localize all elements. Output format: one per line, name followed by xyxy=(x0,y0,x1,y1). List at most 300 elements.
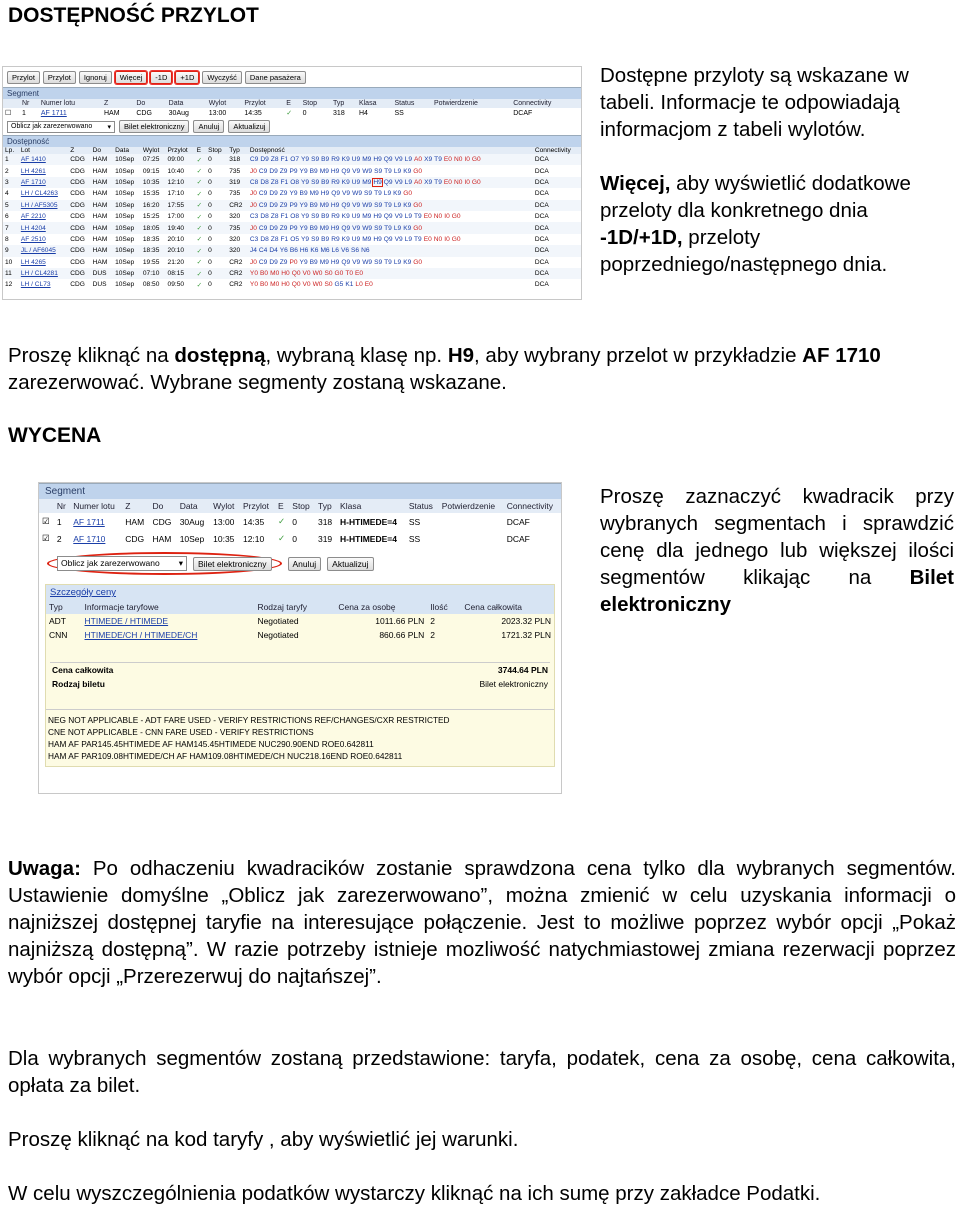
booking-class[interactable]: S6 xyxy=(351,247,360,255)
taxes-paragraph: W celu wyszczególnienia podatków wystarczy kliknąć na ich sumę przy zakładce Podatki. xyxy=(8,1182,821,1205)
booking-class[interactable]: V9 xyxy=(394,178,403,186)
availability-cell: CDG xyxy=(70,258,85,266)
cancel-button-2[interactable]: Anuluj xyxy=(288,557,322,571)
segment-col-header: Stop xyxy=(301,99,331,108)
booking-class: G0 xyxy=(413,167,423,175)
booking-class[interactable]: D4 xyxy=(269,247,278,255)
booking-class[interactable]: C9 xyxy=(258,201,268,209)
booking-class[interactable]: T9 xyxy=(384,201,392,209)
availability-row xyxy=(3,234,581,245)
booking-class[interactable]: H6 xyxy=(299,247,309,255)
availability-cell: CDG xyxy=(70,235,85,243)
booking-class[interactable]: H9 xyxy=(330,258,340,266)
booking-class[interactable]: P9 xyxy=(289,167,298,175)
booking-class[interactable]: S9 xyxy=(374,201,383,209)
availability-cell: 19:55 xyxy=(142,258,160,266)
day-shift-label: -1D/+1D, xyxy=(600,226,683,249)
booking-class[interactable]: D9 xyxy=(269,190,278,198)
booking-class[interactable]: W9 xyxy=(352,190,362,198)
booking-class[interactable]: L6 xyxy=(331,247,339,255)
booking-class: Y0 xyxy=(249,281,258,289)
booking-class[interactable]: O8 xyxy=(290,213,299,221)
toolbar-button-minus-1d[interactable]: -1D xyxy=(150,71,172,84)
booking-class[interactable]: R9 xyxy=(331,178,340,186)
booking-class[interactable]: Y9 xyxy=(301,178,310,186)
pricing-info-paragraph: Dla wybranych segmentów zostaną przedstawione: taryfa, podatek, cena za osobę, cena całkowita, opłata za bilet. xyxy=(8,1047,956,1097)
heading-wycena: WYCENA xyxy=(8,424,102,447)
segment-col-header: Nr xyxy=(54,499,70,513)
segment-col-header: Z xyxy=(102,99,134,108)
availability-cell: 09:50 xyxy=(167,281,185,289)
booking-class[interactable]: S9 xyxy=(311,178,320,186)
price-cell: Negotiated xyxy=(257,616,299,626)
booking-class[interactable]: L9 xyxy=(404,156,413,164)
booking-class[interactable]: D9 xyxy=(269,167,278,175)
availability-cell: 2 xyxy=(5,167,9,175)
booking-class[interactable]: L9 xyxy=(393,224,402,232)
booking-class[interactable]: V6 xyxy=(340,247,350,255)
segment-cell: 319 xyxy=(317,533,333,544)
segment-table-2 xyxy=(39,499,561,547)
booking-class[interactable]: D8 xyxy=(260,178,269,186)
availability-cell: CDG xyxy=(70,281,85,289)
toolbar-button-wiecej[interactable]: Więcej xyxy=(115,71,148,84)
update-button[interactable]: Aktualizuj xyxy=(228,120,270,133)
toolbar-button-ignoruj[interactable]: Ignoruj xyxy=(79,71,112,84)
booking-class[interactable]: K9 xyxy=(341,235,350,243)
booking-class[interactable]: C9 xyxy=(258,167,268,175)
availability-screenshot xyxy=(2,66,582,300)
booking-class[interactable]: R9 xyxy=(331,156,340,164)
availability-cell: 07:25 xyxy=(141,154,166,165)
availability-cell[interactable]: LH 4261 xyxy=(20,167,46,175)
price-col-header: Cena za osobę xyxy=(335,600,427,614)
availability-cell: 0 xyxy=(206,200,227,211)
availability-cell: 0 xyxy=(208,167,212,175)
booking-class[interactable]: C3 xyxy=(249,235,259,243)
booking-class[interactable]: O8 xyxy=(290,178,299,186)
booking-class[interactable]: Z8 xyxy=(270,178,279,186)
booking-class[interactable]: V9 xyxy=(352,258,361,266)
booking-class[interactable]: B9 xyxy=(299,190,308,198)
booking-class[interactable]: Q9 xyxy=(341,258,351,266)
booking-class[interactable]: Z8 xyxy=(270,235,279,243)
availability-cell: 18:35 xyxy=(141,245,166,256)
booking-class: M0 xyxy=(270,281,280,289)
availability-cell: 16:20 xyxy=(141,200,166,211)
availability-cell[interactable]: LH / CL73 xyxy=(20,281,51,289)
availability-cell[interactable]: AF 2510 xyxy=(20,235,46,243)
segment-checkbox[interactable]: ☑ xyxy=(42,533,50,543)
booking-class[interactable]: P9 xyxy=(289,201,298,209)
booking-class[interactable]: P9 xyxy=(289,224,298,232)
booking-class: Q0 xyxy=(291,281,301,289)
instr-bold-af1710: AF 1710 xyxy=(802,344,881,367)
booking-class[interactable]: M9 xyxy=(319,258,329,266)
booking-class[interactable]: K9 xyxy=(341,156,350,164)
instr-text-e: , aby wybrany przelot w przykładzie xyxy=(474,344,803,367)
booking-class[interactable]: U9 xyxy=(351,178,361,186)
availability-cell[interactable]: LH 4204 xyxy=(19,222,68,233)
segment-cell: 13:00 xyxy=(208,109,227,117)
pricing-mode-value: Oblicz jak zarezerwowano xyxy=(11,122,93,130)
availability-cell[interactable]: LH / CL4263 xyxy=(20,190,58,198)
segment-cell: SS xyxy=(394,109,404,117)
booking-class[interactable]: Z9 xyxy=(279,258,288,266)
booking-class[interactable]: Q9 xyxy=(341,224,351,232)
booking-class: V0 xyxy=(302,270,311,278)
segment-col-header: Przylot xyxy=(240,499,275,513)
availability-cell: 20:10 xyxy=(166,245,195,256)
booking-class[interactable]: N6 xyxy=(361,247,370,255)
booking-class[interactable]: Q9 xyxy=(383,178,393,186)
booking-class[interactable]: W9 xyxy=(362,224,373,232)
update-button-2[interactable]: Aktualizuj xyxy=(327,557,373,571)
booking-class[interactable]: V9 xyxy=(394,235,403,243)
connectivity-cell: DCA xyxy=(534,235,549,243)
segment-cell[interactable]: AF 1711 xyxy=(73,516,105,527)
booking-class[interactable]: T9 xyxy=(414,213,422,221)
availability-col-header: Lp. xyxy=(3,147,19,154)
booking-class[interactable]: B9 xyxy=(321,178,330,186)
booking-class: B0 xyxy=(260,281,269,289)
booking-class[interactable]: L9 xyxy=(404,178,413,186)
booking-class[interactable]: L9 xyxy=(393,167,402,175)
booking-class[interactable]: Q9 xyxy=(383,213,393,221)
booking-class: H0 xyxy=(281,281,290,289)
booking-class[interactable]: X9 xyxy=(424,178,433,186)
booking-class[interactable]: S9 xyxy=(311,156,320,164)
booking-class[interactable]: V9 xyxy=(394,213,403,221)
booking-class[interactable]: W9 xyxy=(362,167,373,175)
booking-class[interactable]: X9 xyxy=(424,156,433,164)
booking-class[interactable]: U9 xyxy=(351,156,361,164)
booking-class[interactable]: Y9 xyxy=(299,224,308,232)
booking-class[interactable]: C9 xyxy=(258,258,268,266)
availability-cell: 0 xyxy=(208,258,212,266)
booking-class[interactable]: V9 xyxy=(342,190,351,198)
booking-class: G0 xyxy=(413,224,423,232)
segment-table-header xyxy=(3,99,581,108)
booking-class[interactable]: D9 xyxy=(260,156,269,164)
booking-class[interactable]: C8 xyxy=(249,178,259,186)
booking-class[interactable]: B9 xyxy=(321,235,330,243)
booking-class[interactable]: D9 xyxy=(269,201,278,209)
connectivity-cell: DCA xyxy=(533,200,581,211)
booking-class[interactable]: C9 xyxy=(249,156,259,164)
availability-cell: 10Sep xyxy=(115,235,135,243)
booking-class[interactable]: H9 xyxy=(320,190,330,198)
availability-col-header: Data xyxy=(113,147,141,154)
booking-class[interactable]: M9 xyxy=(319,224,329,232)
booking-class[interactable]: B9 xyxy=(309,201,318,209)
availability-cell: CDG xyxy=(68,268,90,279)
fare-code-paragraph: Proszę kliknąć na kod taryfy , aby wyświetlić jej warunki. xyxy=(8,1128,519,1151)
booking-class[interactable]: B9 xyxy=(321,156,330,164)
booking-class: I0 xyxy=(444,213,450,221)
booking-class[interactable]: C9 xyxy=(258,190,268,198)
booking-class[interactable]: Y9 xyxy=(289,190,298,198)
booking-class[interactable]: Y6 xyxy=(279,247,288,255)
booking-class: N0 xyxy=(453,156,463,164)
toolbar-button-plus-1d[interactable]: +1D xyxy=(175,71,199,84)
booking-class[interactable]: S9 xyxy=(364,190,373,198)
segment-row xyxy=(39,513,561,530)
booking-class[interactable]: L9 xyxy=(393,258,402,266)
availability-row xyxy=(3,257,581,268)
booking-class[interactable]: M9 xyxy=(362,178,372,186)
booking-class[interactable]: K9 xyxy=(341,178,350,186)
availability-cell: 10Sep xyxy=(113,222,141,233)
price-details-header[interactable]: Szczegóły ceny xyxy=(46,585,554,600)
booking-class[interactable]: F1 xyxy=(280,235,289,243)
booking-class[interactable]: O7 xyxy=(290,156,299,164)
booking-class[interactable]: F1 xyxy=(280,213,289,221)
chevron-down-icon: ▾ xyxy=(178,558,183,568)
availability-cell: 0 xyxy=(206,154,227,165)
availability-cell: 0 xyxy=(206,268,227,279)
toolbar-button-dane-pasazera[interactable]: Dane pasażera xyxy=(245,71,306,84)
booking-class[interactable]: V9 xyxy=(394,156,403,164)
booking-class[interactable]: Y9 xyxy=(299,258,308,266)
toolbar-button-wyczysc[interactable]: Wyczyść xyxy=(202,71,242,84)
toolbar-button-przylot[interactable]: Przylot xyxy=(7,71,40,84)
booking-class[interactable]: B9 xyxy=(309,167,318,175)
booking-class[interactable]: T9 xyxy=(384,167,392,175)
booking-class[interactable]: V9 xyxy=(352,167,361,175)
booking-class[interactable]: Z9 xyxy=(279,201,288,209)
segment-cell: 0 xyxy=(292,516,298,527)
booking-class[interactable]: B9 xyxy=(321,213,330,221)
booking-class: N0 xyxy=(453,178,463,186)
segment-cell: CDG xyxy=(152,516,172,527)
booking-class: E0 xyxy=(443,156,452,164)
booking-class[interactable]: W9 xyxy=(362,258,373,266)
booking-class[interactable]: M9 xyxy=(319,167,329,175)
totals-box xyxy=(50,662,550,691)
total-row xyxy=(50,663,550,677)
booking-class[interactable]: D9 xyxy=(269,258,278,266)
availability-cell[interactable]: LH 4265 xyxy=(20,258,46,266)
booking-class[interactable]: K9 xyxy=(403,224,412,232)
segment-col-header: Connectivity xyxy=(511,99,581,108)
booking-class[interactable]: T9 xyxy=(414,235,422,243)
e-ticket-button-2[interactable]: Bilet elektroniczny xyxy=(193,557,272,571)
booking-class[interactable]: S9 xyxy=(374,167,383,175)
segment-cell: 1 xyxy=(56,516,62,527)
booking-class[interactable]: Z8 xyxy=(270,213,279,221)
booking-class[interactable]: L9 xyxy=(393,201,402,209)
booking-class[interactable]: T9 xyxy=(374,190,382,198)
segment-cell: SS xyxy=(408,533,421,544)
availability-cell[interactable]: JL / AF6045 xyxy=(19,245,68,256)
booking-class: V0 xyxy=(302,281,311,289)
price-cell[interactable]: HTIMEDE/CH / HTIMEDE/CH xyxy=(84,630,198,640)
booking-class[interactable]: M9 xyxy=(309,190,319,198)
booking-class[interactable]: K6 xyxy=(310,247,319,255)
booking-class[interactable]: H9 xyxy=(373,235,382,243)
booking-class[interactable]: Y9 xyxy=(299,201,308,209)
booking-class[interactable]: L9 xyxy=(404,213,413,221)
availability-row xyxy=(3,222,581,233)
availability-cell: 18:05 xyxy=(141,222,166,233)
segment-checkbox[interactable]: ☐ xyxy=(5,110,12,117)
segment-cell[interactable]: AF 1711 xyxy=(40,109,67,117)
availability-cell: 319 xyxy=(227,177,248,188)
booking-class[interactable]: Q9 xyxy=(331,190,341,198)
booking-class[interactable]: B9 xyxy=(309,224,318,232)
booking-class: E0 xyxy=(423,235,432,243)
booking-class[interactable]: Q9 xyxy=(383,156,393,164)
availability-cell: ✓ xyxy=(195,200,206,211)
booking-class[interactable]: R9 xyxy=(331,235,340,243)
segment-cell[interactable]: AF 1710 xyxy=(73,533,106,544)
booking-class[interactable]: Q9 xyxy=(383,235,393,243)
booking-class[interactable]: B9 xyxy=(309,258,318,266)
availability-cell[interactable]: LH / AF5305 xyxy=(19,200,68,211)
availability-cell[interactable]: AF 1410 xyxy=(19,154,68,165)
booking-class[interactable]: H9 xyxy=(330,167,340,175)
booking-class[interactable]: J4 xyxy=(249,247,257,255)
booking-class[interactable]: K9 xyxy=(403,258,412,266)
availability-row xyxy=(3,279,581,290)
booking-class[interactable]: C9 xyxy=(258,224,268,232)
availability-cell: HAM xyxy=(92,235,108,243)
price-cell[interactable]: HTIMEDE / HTIMEDE xyxy=(84,616,169,626)
booking-class[interactable]: B6 xyxy=(289,247,298,255)
booking-class[interactable]: K9 xyxy=(393,190,402,198)
booking-class[interactable]: D8 xyxy=(260,213,269,221)
booking-class[interactable]: Y9 xyxy=(301,235,310,243)
booking-class[interactable]: C3 xyxy=(249,213,259,221)
booking-class[interactable]: C4 xyxy=(258,247,268,255)
booking-class[interactable]: L9 xyxy=(404,235,413,243)
booking-class[interactable]: Z9 xyxy=(279,190,288,198)
availability-cell[interactable]: LH / CL4281 xyxy=(19,268,68,279)
segment-cell: ✓ xyxy=(277,516,286,526)
price-cell: 2023.32 PLN xyxy=(501,616,551,626)
total-value[interactable]: 3744.64 PLN xyxy=(497,665,548,675)
booking-class: J0 xyxy=(249,258,257,266)
total-label: Cena całkowita xyxy=(52,665,114,675)
booking-class[interactable]: F1 xyxy=(280,156,289,164)
booking-class[interactable]: D8 xyxy=(260,235,269,243)
booking-class[interactable]: S9 xyxy=(311,235,320,243)
booking-class[interactable]: F1 xyxy=(280,178,289,186)
segment-cell xyxy=(439,513,504,530)
more-label: Więcej, xyxy=(600,172,671,195)
price-cell: 1721.32 PLN xyxy=(501,630,551,640)
availability-cell: 10Sep xyxy=(113,154,141,165)
booking-class: I0 xyxy=(464,156,470,164)
availability-cell: 08:50 xyxy=(142,281,160,289)
segment-cell: CDG xyxy=(125,533,145,544)
availability-cell: HAM xyxy=(92,258,108,266)
availability-cell[interactable]: AF 2210 xyxy=(20,213,46,221)
booking-class[interactable]: T9 xyxy=(434,178,442,186)
cancel-button[interactable]: Anuluj xyxy=(193,120,224,133)
booking-class[interactable]: T9 xyxy=(434,156,442,164)
booking-class[interactable]: R9 xyxy=(331,213,340,221)
booking-class[interactable]: M9 xyxy=(362,156,372,164)
booking-class[interactable]: Y9 xyxy=(301,156,310,164)
booking-class[interactable]: U9 xyxy=(351,213,361,221)
booking-class: N0 xyxy=(433,235,443,243)
segment-cell: 1 xyxy=(21,109,26,117)
availability-cell[interactable]: AF 1710 xyxy=(19,177,68,188)
booking-class[interactable]: U9 xyxy=(351,235,361,243)
segment-cell: 12:10 xyxy=(242,533,265,544)
booking-class[interactable]: M6 xyxy=(320,247,330,255)
booking-class[interactable]: D9 xyxy=(269,224,278,232)
toolbar-button-przylot-2[interactable]: Przylot xyxy=(43,71,76,84)
booking-class[interactable]: T9 xyxy=(384,224,392,232)
segment-checkbox[interactable]: ☑ xyxy=(42,516,50,526)
booking-class[interactable]: Y9 xyxy=(299,167,308,175)
booking-class[interactable]: M9 xyxy=(319,201,329,209)
availability-cell: 10Sep xyxy=(115,281,135,289)
pricing-mode-select[interactable] xyxy=(7,121,115,133)
pricing-mode-value-2: Oblicz jak zarezerwowano xyxy=(61,558,160,568)
pricing-mode-select-2[interactable] xyxy=(57,556,187,571)
booking-class[interactable]: S9 xyxy=(374,224,383,232)
booking-class[interactable]: V9 xyxy=(352,224,361,232)
booking-class[interactable]: Z8 xyxy=(270,156,279,164)
segment-col-header: Connectivity xyxy=(504,499,561,513)
booking-class[interactable]: Q9 xyxy=(341,167,351,175)
booking-class[interactable]: H9 xyxy=(330,201,340,209)
booking-class[interactable]: K9 xyxy=(341,213,350,221)
availability-cell: CDG xyxy=(70,190,85,198)
booking-class[interactable]: H9 xyxy=(373,178,382,186)
connectivity-cell: DCA xyxy=(533,245,581,256)
booking-class[interactable]: K9 xyxy=(403,167,412,175)
booking-class[interactable]: T9 xyxy=(384,258,392,266)
day-shift-description xyxy=(600,224,940,278)
booking-class[interactable]: Y9 xyxy=(301,213,310,221)
booking-class: J0 xyxy=(249,167,257,175)
booking-class[interactable]: K9 xyxy=(403,201,412,209)
booking-class[interactable]: Q9 xyxy=(341,201,351,209)
booking-class[interactable]: M9 xyxy=(362,235,372,243)
booking-class[interactable]: W9 xyxy=(362,201,373,209)
booking-class[interactable]: S9 xyxy=(374,258,383,266)
booking-class[interactable]: S9 xyxy=(311,213,320,221)
booking-class[interactable]: V9 xyxy=(352,201,361,209)
e-ticket-button[interactable]: Bilet elektroniczny xyxy=(119,120,189,133)
availability-cell: 18:35 xyxy=(142,235,160,243)
booking-class[interactable]: H9 xyxy=(373,156,382,164)
booking-class[interactable]: G5 xyxy=(334,281,344,289)
booking-class[interactable]: M9 xyxy=(362,213,372,221)
booking-class[interactable]: H9 xyxy=(373,213,382,221)
segment-table xyxy=(3,99,581,118)
price-row xyxy=(46,614,554,628)
availability-cell: 10Sep xyxy=(115,213,135,221)
connectivity-cell: DCA xyxy=(533,268,581,279)
segment-col-header: Wylot xyxy=(207,99,243,108)
booking-class[interactable]: L9 xyxy=(383,190,392,198)
checkbox-header xyxy=(39,499,54,513)
price-details-panel xyxy=(45,584,555,767)
booking-class[interactable]: K1 xyxy=(345,281,354,289)
booking-class[interactable]: Z9 xyxy=(279,224,288,232)
booking-class[interactable]: Z9 xyxy=(279,167,288,175)
pricing-side-text xyxy=(600,483,954,618)
booking-class[interactable]: O5 xyxy=(290,235,299,243)
availability-cell: 10:40 xyxy=(167,167,185,175)
booking-class[interactable]: H9 xyxy=(330,224,340,232)
